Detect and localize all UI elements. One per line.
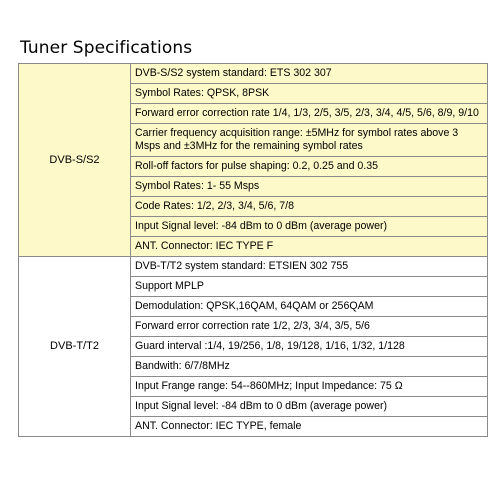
spec-item: Input Signal level: -84 dBm to 0 dBm (average power) bbox=[131, 397, 488, 417]
spec-item: DVB-T/T2 system standard: ETSIEN 302 755 bbox=[131, 257, 488, 277]
spec-item: Symbol Rates: QPSK, 8PSK bbox=[131, 84, 488, 104]
spec-item: ANT. Connector: IEC TYPE F bbox=[131, 237, 488, 257]
spec-item: Bandwith: 6/7/8MHz bbox=[131, 357, 488, 377]
spec-item: Roll-off factors for pulse shaping: 0.2, 0.25 and 0.35 bbox=[131, 157, 488, 177]
section-label: DVB-S/S2 bbox=[19, 64, 131, 257]
spec-item: ANT. Connector: IEC TYPE, female bbox=[131, 417, 488, 437]
spec-item: Carrier frequency acquisition range: ±5MHz for symbol rates above 3 Msps and ±3MHz for the remaining symbol rates bbox=[131, 124, 488, 157]
spec-item: Code Rates: 1/2, 2/3, 3/4, 5/6, 7/8 bbox=[131, 197, 488, 217]
section-label: DVB-T/T2 bbox=[19, 257, 131, 437]
spec-item: DVB-S/S2 system standard: ETS 302 307 bbox=[131, 64, 488, 84]
spec-item: Forward error correction rate 1/4, 1/3, 2/5, 3/5, 2/3, 3/4, 4/5, 5/6, 8/9, 9/10 bbox=[131, 104, 488, 124]
spec-item: Input Signal level: -84 dBm to 0 dBm (average power) bbox=[131, 217, 488, 237]
spec-item: Symbol Rates: 1- 55 Msps bbox=[131, 177, 488, 197]
spec-item: Support MPLP bbox=[131, 277, 488, 297]
spec-row bbox=[19, 257, 488, 277]
spec-table-body bbox=[19, 64, 488, 437]
spec-item: Guard interval :1/4, 19/256, 1/8, 19/128, 1/16, 1/32, 1/128 bbox=[131, 337, 488, 357]
page-title: Tuner Specifications bbox=[20, 38, 193, 58]
spec-item: Demodulation: QPSK,16QAM, 64QAM or 256QAM bbox=[131, 297, 488, 317]
spec-item: Input Frange range: 54--860MHz; Input Impedance: 75 Ω bbox=[131, 377, 488, 397]
spec-table bbox=[18, 63, 488, 437]
spec-item: Forward error correction rate 1/2, 2/3, 3/4, 3/5, 5/6 bbox=[131, 317, 488, 337]
spec-row bbox=[19, 64, 488, 84]
